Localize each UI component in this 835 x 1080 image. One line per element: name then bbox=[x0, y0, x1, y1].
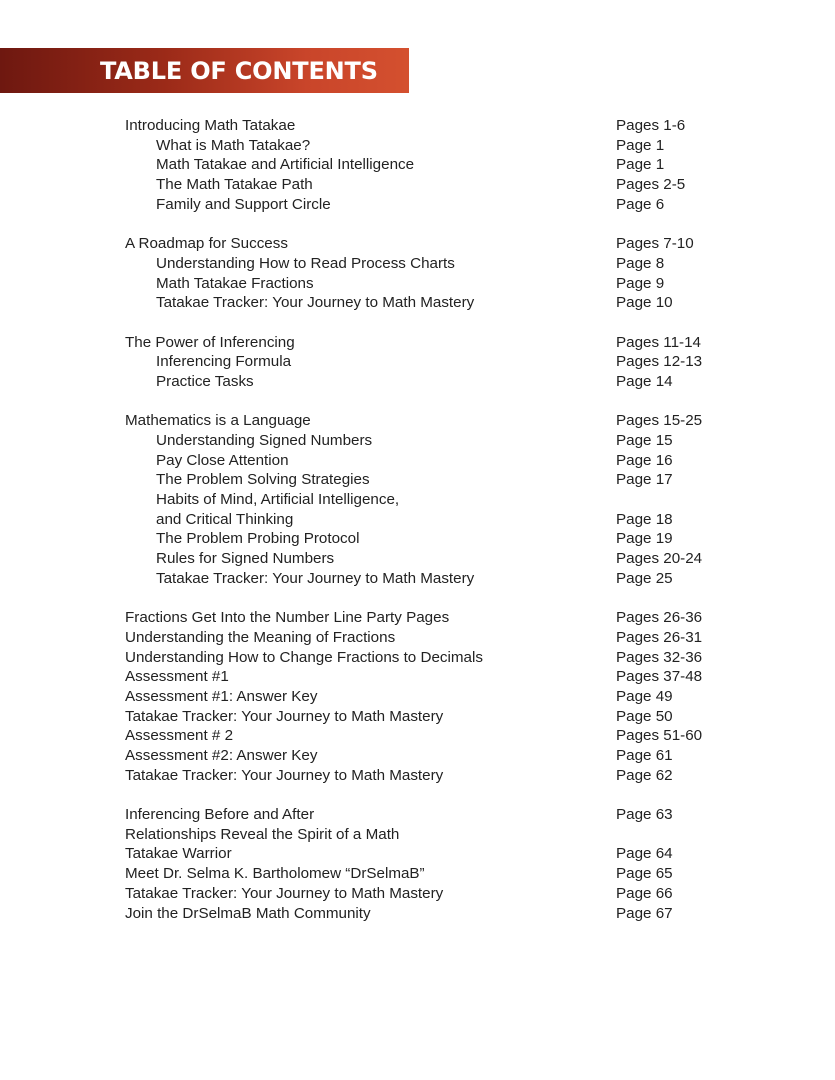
toc-entry[interactable] bbox=[125, 234, 765, 254]
toc-entry-page: Page 17 bbox=[616, 471, 673, 489]
title-banner bbox=[0, 48, 409, 93]
toc-entry-page: Pages 11-14 bbox=[616, 333, 701, 351]
toc-entry[interactable] bbox=[125, 293, 765, 313]
toc-entry[interactable] bbox=[125, 628, 765, 648]
toc-entry[interactable] bbox=[125, 825, 765, 845]
toc-entry-label: Inferencing Formula bbox=[156, 353, 292, 371]
toc-entry-page: Page 19 bbox=[616, 530, 673, 548]
toc-entry-page: Page 14 bbox=[616, 372, 673, 390]
toc-entry-label: Understanding How to Read Process Charts bbox=[156, 254, 455, 272]
toc-entry-label: Introducing Math Tatakae bbox=[125, 117, 296, 134]
toc-entry-page: Page 50 bbox=[616, 707, 673, 725]
toc-entry[interactable] bbox=[125, 352, 765, 372]
toc-entry-label: Tatakae Tracker: Your Journey to Math Mastery bbox=[156, 294, 475, 312]
toc-entry-label: Tatakae Warrior bbox=[125, 845, 232, 863]
toc-entry[interactable] bbox=[125, 667, 765, 687]
toc-entry-page: Page 62 bbox=[616, 766, 673, 784]
toc-entry[interactable] bbox=[125, 372, 765, 392]
toc-entry[interactable] bbox=[125, 687, 765, 707]
toc-entry-label: The Math Tatakae Path bbox=[156, 176, 313, 194]
toc-entry-label: and Critical Thinking bbox=[156, 510, 294, 528]
toc-entry-label: Pay Close Attention bbox=[156, 451, 289, 469]
toc-entry-page: Pages 2-5 bbox=[616, 176, 686, 194]
toc-entry-page: Page 1 bbox=[616, 156, 665, 174]
toc-entry-label: Math Tatakae Fractions bbox=[156, 274, 314, 292]
toc-entry[interactable] bbox=[125, 254, 765, 274]
toc-entry-page: Page 9 bbox=[616, 274, 665, 292]
toc-entry-label: Family and Support Circle bbox=[156, 195, 331, 213]
toc-entry[interactable] bbox=[125, 510, 765, 530]
toc-entry-page: Pages 26-36 bbox=[616, 609, 703, 627]
toc-entry-label: Practice Tasks bbox=[156, 372, 254, 390]
toc-entry[interactable] bbox=[125, 805, 765, 825]
toc-entry[interactable] bbox=[125, 608, 765, 628]
toc-entry-label: The Problem Probing Protocol bbox=[156, 530, 360, 548]
toc-entry-label: Join the DrSelmaB Math Community bbox=[125, 904, 371, 922]
toc-entry-page: Page 18 bbox=[616, 510, 673, 528]
toc-entry[interactable] bbox=[125, 195, 765, 215]
toc-entry[interactable] bbox=[125, 529, 765, 549]
toc-entry-page: Page 15 bbox=[616, 432, 673, 449]
toc-entry-page: Pages 15-25 bbox=[616, 412, 703, 430]
toc-entry-label: Rules for Signed Numbers bbox=[156, 550, 335, 568]
toc-entry-label: Inferencing Before and After bbox=[125, 806, 315, 824]
toc-entry[interactable] bbox=[125, 864, 765, 884]
toc-entry-label: Tatakae Tracker: Your Journey to Math Mastery bbox=[156, 569, 475, 587]
toc-entry-page: Page 67 bbox=[616, 904, 673, 922]
toc-entry-label: The Problem Solving Strategies bbox=[156, 471, 370, 489]
toc-entry-page: Page 64 bbox=[616, 845, 673, 863]
toc-entry[interactable] bbox=[125, 707, 765, 727]
toc-entry-page: Page 25 bbox=[616, 569, 673, 587]
toc-entry-label: Understanding the Meaning of Fractions bbox=[125, 628, 396, 646]
toc-section bbox=[125, 608, 765, 785]
toc-entry-label: Tatakae Tracker: Your Journey to Math Mastery bbox=[125, 707, 444, 725]
toc-entry[interactable] bbox=[125, 116, 765, 136]
toc-entry-label: Understanding How to Change Fractions to Decimals bbox=[125, 648, 483, 666]
toc-entry-page: Page 63 bbox=[616, 806, 673, 824]
toc-entry-label: Math Tatakae and Artificial Intelligence bbox=[156, 156, 415, 174]
toc-entry-label: Meet Dr. Selma K. Bartholomew “DrSelmaB” bbox=[125, 865, 425, 883]
toc-entry[interactable] bbox=[125, 155, 765, 175]
toc-entry[interactable] bbox=[125, 451, 765, 471]
toc-entry-page: Page 8 bbox=[616, 254, 665, 272]
toc-section bbox=[125, 411, 765, 588]
toc-entry-page: Pages 26-31 bbox=[616, 628, 703, 646]
toc-entry-label: Tatakae Tracker: Your Journey to Math Mastery bbox=[125, 766, 444, 784]
toc-entry[interactable] bbox=[125, 136, 765, 156]
toc-entry-label: Fractions Get Into the Number Line Party Pages bbox=[125, 609, 450, 627]
toc-entry-label: Assessment #1 bbox=[125, 668, 229, 686]
toc-entry-page: Pages 37-48 bbox=[616, 668, 703, 686]
toc-entry[interactable] bbox=[125, 648, 765, 668]
toc-entry-page: Page 10 bbox=[616, 294, 673, 312]
toc-entry[interactable] bbox=[125, 766, 765, 786]
toc-entry-page: Pages 7-10 bbox=[616, 235, 694, 253]
toc-entry[interactable] bbox=[125, 274, 765, 294]
toc-entry[interactable] bbox=[125, 549, 765, 569]
toc-entry-label: Relationships Reveal the Spirit of a Math bbox=[125, 825, 400, 843]
table-of-contents bbox=[125, 116, 765, 943]
toc-section bbox=[125, 333, 765, 392]
toc-entry[interactable] bbox=[125, 726, 765, 746]
toc-entry-page: Page 1 bbox=[616, 136, 665, 154]
toc-section bbox=[125, 234, 765, 313]
toc-entry[interactable] bbox=[125, 470, 765, 490]
toc-entry-page: Pages 32-36 bbox=[616, 648, 703, 666]
toc-entry[interactable] bbox=[125, 904, 765, 924]
toc-entry-label: Assessment #2: Answer Key bbox=[125, 747, 318, 764]
toc-entry-page: Page 66 bbox=[616, 884, 673, 902]
toc-entry-page: Page 61 bbox=[616, 747, 673, 764]
toc-entry-label: A Roadmap for Success bbox=[125, 235, 288, 253]
toc-entry-label: Assessment #1: Answer Key bbox=[125, 687, 318, 705]
toc-entry-page: Page 6 bbox=[616, 195, 665, 213]
toc-entry-page: Page 49 bbox=[616, 687, 673, 705]
toc-entry-page: Page 16 bbox=[616, 451, 673, 469]
page-title: TABLE OF CONTENTS bbox=[100, 57, 378, 85]
toc-entry[interactable] bbox=[125, 490, 765, 510]
toc-entry-page: Pages 12-13 bbox=[616, 353, 703, 371]
toc-entry-page: Page 65 bbox=[616, 865, 673, 883]
toc-entry-label: Tatakae Tracker: Your Journey to Math Mastery bbox=[125, 884, 444, 902]
toc-entry-label: Understanding Signed Numbers bbox=[156, 432, 373, 449]
toc-entry[interactable] bbox=[125, 333, 765, 353]
toc-entry[interactable] bbox=[125, 746, 765, 766]
toc-entry-page: Pages 20-24 bbox=[616, 550, 703, 568]
toc-section bbox=[125, 116, 765, 214]
toc-entry-label: Assessment # 2 bbox=[125, 727, 234, 745]
toc-entry-label: The Power of Inferencing bbox=[125, 333, 295, 351]
toc-entry-label: What is Math Tatakae? bbox=[156, 136, 311, 154]
toc-entry-label: Habits of Mind, Artificial Intelligence, bbox=[156, 491, 400, 509]
toc-entry-page: Pages 51-60 bbox=[616, 727, 703, 745]
toc-entry[interactable] bbox=[125, 431, 765, 451]
toc-entry-page: Pages 1-6 bbox=[616, 117, 686, 134]
toc-section bbox=[125, 805, 765, 923]
toc-entry[interactable] bbox=[125, 884, 765, 904]
toc-entry[interactable] bbox=[125, 411, 765, 431]
toc-entry[interactable] bbox=[125, 569, 765, 589]
toc-entry[interactable] bbox=[125, 844, 765, 864]
toc-entry-label: Mathematics is a Language bbox=[125, 412, 311, 430]
toc-entry[interactable] bbox=[125, 175, 765, 195]
